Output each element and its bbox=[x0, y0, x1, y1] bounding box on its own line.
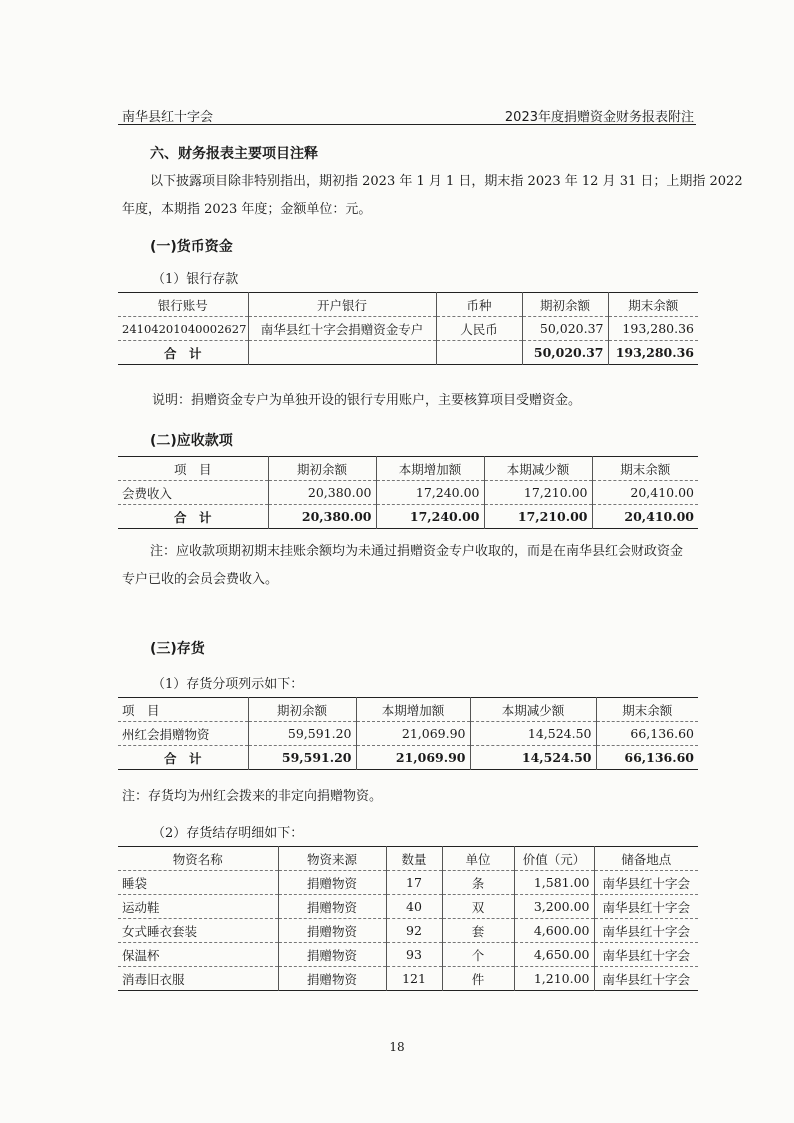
cell: 捐赠物资 bbox=[278, 895, 386, 919]
cell: 个 bbox=[442, 943, 514, 967]
col-header: 期初余额 bbox=[268, 457, 376, 481]
cell: 20,410.00 bbox=[592, 505, 698, 529]
col-header: 本期减少额 bbox=[470, 698, 596, 722]
cell: 保温杯 bbox=[118, 943, 278, 967]
table-header-row bbox=[118, 457, 698, 481]
cell: 捐赠物资 bbox=[278, 967, 386, 991]
table-row bbox=[118, 317, 698, 341]
col-header: 物资来源 bbox=[278, 847, 386, 871]
cell: 消毒旧衣服 bbox=[118, 967, 278, 991]
total-row bbox=[118, 746, 698, 770]
cell: 3,200.00 bbox=[514, 895, 594, 919]
table-row bbox=[118, 481, 698, 505]
inventory-sub-2: （2）存货结存明细如下： bbox=[152, 826, 304, 841]
cell: 21,069.90 bbox=[356, 722, 470, 746]
cash-sub: （1）银行存款 bbox=[152, 272, 239, 287]
cash-note: 说明：捐赠资金专户为单独开设的银行专用账户，主要核算项目受赠资金。 bbox=[152, 393, 582, 408]
col-header: 本期增加额 bbox=[376, 457, 484, 481]
cell: 50,020.37 bbox=[522, 341, 608, 365]
col-header: 币种 bbox=[436, 293, 522, 317]
col-header: 开户银行 bbox=[248, 293, 436, 317]
cell: 1,210.00 bbox=[514, 967, 594, 991]
cell: 套 bbox=[442, 919, 514, 943]
total-label: 合 计 bbox=[118, 505, 268, 529]
col-header: 期末余额 bbox=[608, 293, 698, 317]
cell: 17,210.00 bbox=[484, 505, 592, 529]
cell: 条 bbox=[442, 871, 514, 895]
cell: 14,524.50 bbox=[470, 746, 596, 770]
table-header-row bbox=[118, 698, 698, 722]
col-header: 项 目 bbox=[173, 461, 212, 477]
cell: 双 bbox=[442, 895, 514, 919]
section-title: 六、财务报表主要项目注释 bbox=[150, 146, 318, 162]
cell: 40 bbox=[386, 895, 442, 919]
cell: 59,591.20 bbox=[248, 722, 356, 746]
col-header: 数量 bbox=[386, 847, 442, 871]
cell: 会费收入 bbox=[118, 481, 268, 505]
cell: 捐赠物资 bbox=[278, 871, 386, 895]
inventory-detail-table bbox=[118, 846, 698, 991]
cell: 1,581.00 bbox=[514, 871, 594, 895]
header-right: 2023年度捐赠资金财务报表附注 bbox=[504, 110, 694, 125]
cell: 17,210.00 bbox=[484, 481, 592, 505]
cell: 南华县红十字会 bbox=[594, 919, 698, 943]
cell: 20,410.00 bbox=[592, 481, 698, 505]
cell: 运动鞋 bbox=[118, 895, 278, 919]
cell: 州红会捐赠物资 bbox=[118, 722, 248, 746]
inventory-table bbox=[118, 697, 698, 770]
col-header: 银行账号 bbox=[157, 297, 208, 313]
cell: 193,280.36 bbox=[608, 341, 698, 365]
total-row bbox=[118, 341, 698, 365]
col-header: 物资名称 bbox=[172, 851, 223, 867]
table-row bbox=[118, 943, 698, 967]
col-header: 期末余额 bbox=[596, 698, 698, 722]
cell: 17 bbox=[386, 871, 442, 895]
cell: 59,591.20 bbox=[248, 746, 356, 770]
table-row bbox=[118, 919, 698, 943]
col-header: 项 目 bbox=[122, 702, 160, 718]
receivable-note-1: 注：应收款项期初期末挂账余额均为未通过捐赠资金专户收取的，而是在南华县红会财政资金 bbox=[150, 544, 684, 559]
cell: 20,380.00 bbox=[268, 481, 376, 505]
inventory-sub-1: （1）存货分项列示如下： bbox=[152, 677, 304, 692]
col-header: 本期增加额 bbox=[356, 698, 470, 722]
table-row bbox=[118, 895, 698, 919]
intro-line-1: 以下披露项目除非特别指出，期初指 2023 年 1 月 1 日，期末指 2023 年 12 月 31 日；上期指 2022 bbox=[150, 174, 743, 189]
cell: 4,600.00 bbox=[514, 919, 594, 943]
cell: 南华县红十字会 bbox=[594, 871, 698, 895]
cell: 17,240.00 bbox=[376, 505, 484, 529]
cell: 92 bbox=[386, 919, 442, 943]
cell: 2410420104000​2627 bbox=[118, 317, 248, 341]
cell: 捐赠物资 bbox=[278, 919, 386, 943]
bank-deposit-table bbox=[118, 292, 698, 365]
col-header: 价值（元） bbox=[514, 847, 594, 871]
cell: 121 bbox=[386, 967, 442, 991]
inventory-title: (三)存货 bbox=[150, 641, 205, 657]
cell: 93 bbox=[386, 943, 442, 967]
cell: 捐赠物资 bbox=[278, 943, 386, 967]
cell: 21,069.90 bbox=[356, 746, 470, 770]
col-header: 期初余额 bbox=[522, 293, 608, 317]
col-header: 单位 bbox=[442, 847, 514, 871]
cell: 66,136.60 bbox=[596, 722, 698, 746]
receivable-title: (二)应收款项 bbox=[150, 433, 233, 449]
cell: 193,280.36 bbox=[608, 317, 698, 341]
receivable-note-2: 专户已收的会员会费收入。 bbox=[122, 572, 279, 587]
header-divider bbox=[118, 124, 696, 125]
cell: 50,020.37 bbox=[522, 317, 608, 341]
cell: 20,380.00 bbox=[268, 505, 376, 529]
table-row bbox=[118, 722, 698, 746]
total-label: 合 计 bbox=[118, 341, 248, 365]
cell: 14,524.50 bbox=[470, 722, 596, 746]
cell: 17,240.00 bbox=[376, 481, 484, 505]
total-label: 合 计 bbox=[118, 746, 248, 770]
cell: 4,650.00 bbox=[514, 943, 594, 967]
cell: 件 bbox=[442, 967, 514, 991]
table-header-row bbox=[118, 293, 698, 317]
col-header: 本期减少额 bbox=[484, 457, 592, 481]
cash-title: (一)货币资金 bbox=[150, 239, 233, 255]
cell: 南华县红十字会 bbox=[594, 967, 698, 991]
header-left: 南华县红十字会 bbox=[122, 110, 214, 125]
cell: 人民币 bbox=[436, 317, 522, 341]
col-header: 期初余额 bbox=[248, 698, 356, 722]
total-row bbox=[118, 505, 698, 529]
intro-line-2: 年度，本期指 2023 年度；金额单位：元。 bbox=[122, 202, 372, 217]
cell: 南华县红十字会 bbox=[594, 943, 698, 967]
cell: 女式睡衣套装 bbox=[118, 919, 278, 943]
cell: 睡袋 bbox=[118, 871, 278, 895]
cell: 南华县红十字会 bbox=[594, 895, 698, 919]
table-row bbox=[118, 871, 698, 895]
col-header: 期末余额 bbox=[592, 457, 698, 481]
table-row bbox=[118, 967, 698, 991]
cell: 南华县红十字会捐赠资金专户 bbox=[248, 317, 436, 341]
inventory-note: 注：存货均为州红会拨来的非定向捐赠物资。 bbox=[122, 789, 383, 804]
col-header: 储备地点 bbox=[594, 847, 698, 871]
receivable-table bbox=[118, 456, 698, 529]
cell: 66,136.60 bbox=[596, 746, 698, 770]
table-header-row bbox=[118, 847, 698, 871]
page-number: 18 bbox=[389, 1040, 405, 1054]
